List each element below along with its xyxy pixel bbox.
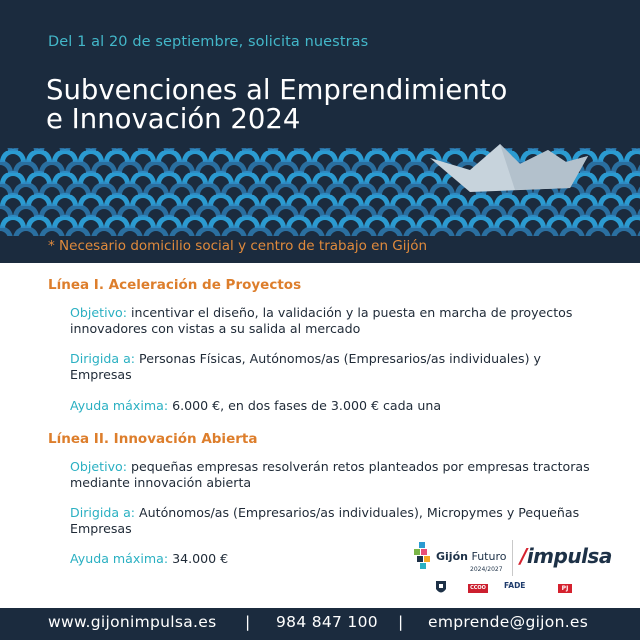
ayuda-text: 6.000 €, en dos fases de 3.000 € cada una [168,398,442,413]
line-2-objetivo [70,459,600,491]
line-1-title: Línea I. Aceleración de Proyectos [48,277,302,293]
objetivo-label: Objetivo: [70,305,127,320]
content-area [0,263,640,608]
sponsor-logos [408,536,612,606]
line-2-dirigida [70,505,600,537]
title-line-2: e Innovación 2024 [46,103,301,135]
objetivo-text: pequeñas empresas resolverán retos planteados por empresas tractoras mediante innovación abierta [70,459,590,490]
municipal-crest-icon [434,580,448,596]
ayuda-text: 34.000 € [168,551,229,566]
requirement-note: * Necesario domicilio social y centro de trabajo en Gijón [48,238,428,254]
header-banner [0,0,640,263]
kicker-text: Del 1 al 20 de septiembre, solicita nuestras [48,34,369,50]
wave-pattern [0,140,640,240]
gijon-futuro-years: 2024/2027 [470,566,503,573]
ccoo-logo: CCOO [468,584,488,593]
logo-divider [512,540,513,576]
dirigida-text: Personas Físicas, Autónomos/as (Empresarios/as individuales) y Empresas [70,351,541,382]
line-1-objetivo [70,305,600,337]
page-title [46,76,507,134]
title-line-1: Subvenciones al Emprendimiento [46,74,508,106]
dirigida-label: Dirigida a: [70,351,136,366]
footer-bar [0,608,640,640]
website-link[interactable]: www.gijonimpulsa.es [48,613,217,631]
phone-number[interactable]: 984 847 100 [276,613,378,631]
fade-logo: FADE [504,581,526,590]
footer-separator: | [398,613,404,631]
gijon-futuro-logo: Gijón Futuro [436,550,507,563]
dirigida-text: Autónomos/as (Empresarios/as individuales), Micropymes y Pequeñas Empresas [70,505,580,536]
line-2-ayuda [70,551,370,567]
objetivo-text: incentivar el diseño, la validación y la puesta en marcha de proyectos innovadores con vistas a su salida al mercado [70,305,573,336]
email-link[interactable]: emprende@gijon.es [428,613,589,631]
ayuda-label: Ayuda máxima: [70,398,169,413]
objetivo-label: Objetivo: [70,459,127,474]
dirigida-label: Dirigida a: [70,505,136,520]
pj-logo: PJ [558,584,572,593]
footer-separator: | [245,613,251,631]
gijon-futuro-logo-icon [414,542,432,570]
ayuda-label: Ayuda máxima: [70,551,169,566]
line-1-dirigida [70,351,600,383]
line-2-title: Línea II. Innovación Abierta [48,431,258,447]
impulsa-logo: /impulsa [520,544,612,568]
line-1-ayuda [70,398,600,414]
